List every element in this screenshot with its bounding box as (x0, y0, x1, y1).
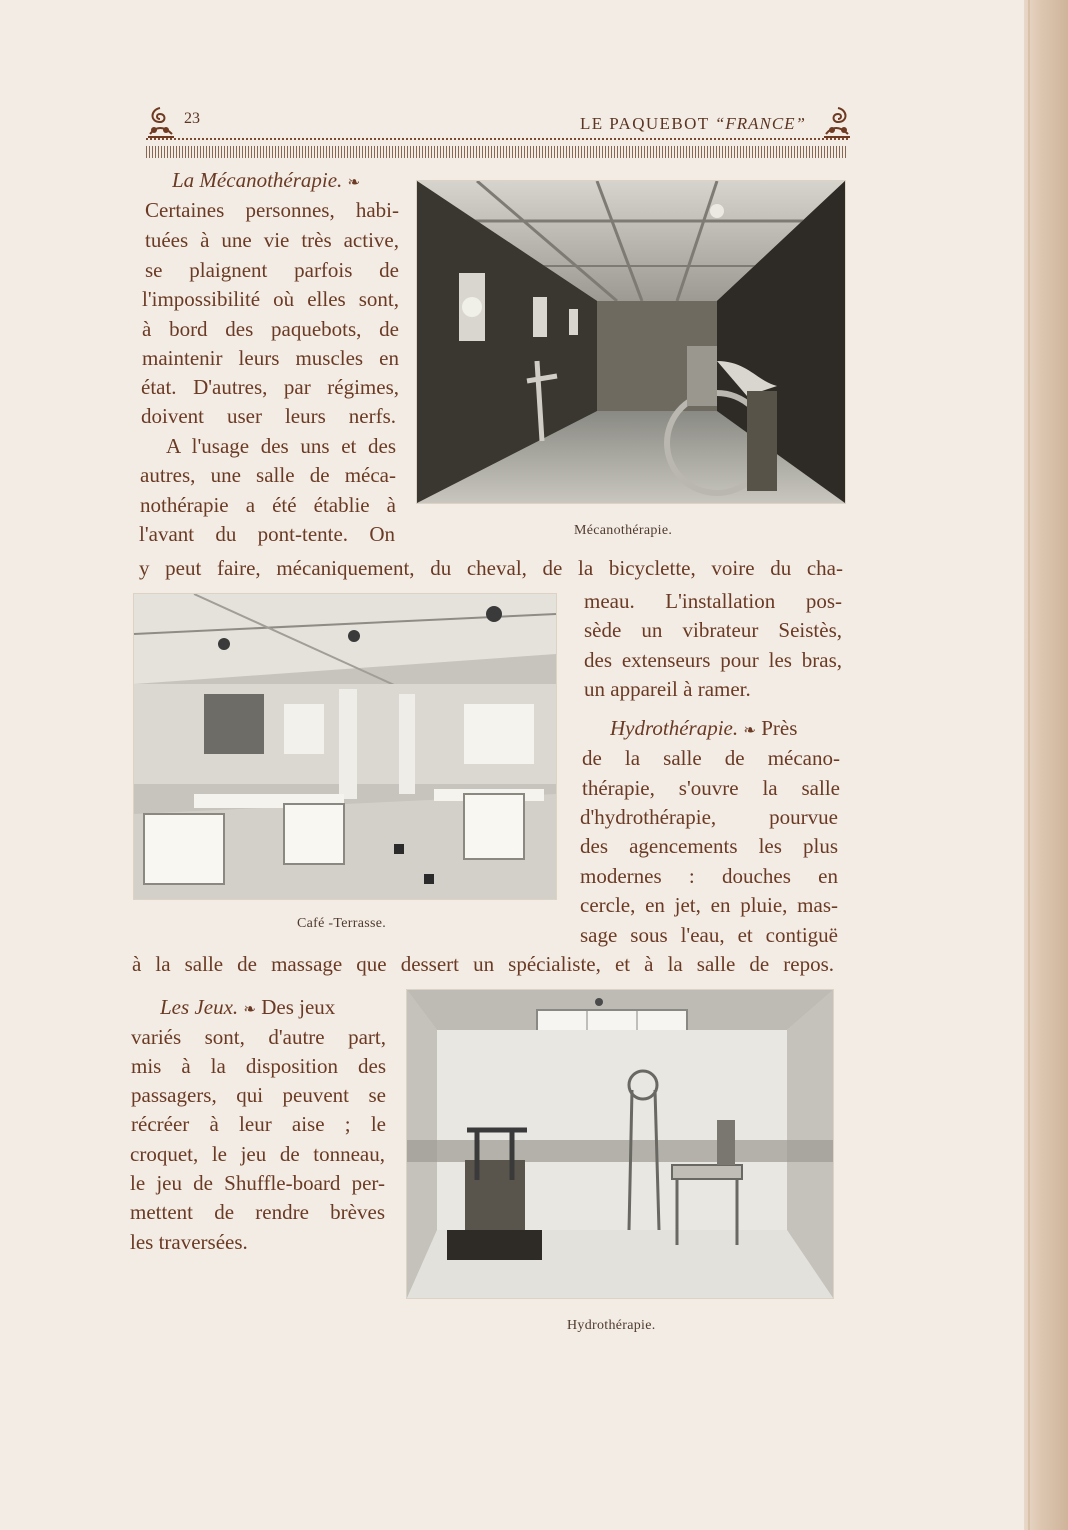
paragraph-line: maintenir leurs muscles en (142, 346, 399, 370)
fleuron-icon: ❧ (743, 723, 756, 739)
paragraph-line: cercle, en jet, en pluie, mas- (580, 893, 838, 917)
paragraph-line: à bord des paquebots, de (142, 317, 399, 341)
paragraph-line: variés sont, d'autre part, (131, 1025, 386, 1049)
caption-hydrotherapie: Hydrothérapie. (567, 1318, 656, 1333)
paragraph-line: mis à la disposition des (131, 1054, 386, 1078)
running-title (580, 114, 806, 134)
photo-hydrotherapie (407, 990, 833, 1298)
page-number: 23 (184, 110, 200, 127)
right-ornament-icon (822, 104, 852, 140)
paragraph-line: passagers, qui peuvent se (131, 1083, 386, 1107)
paragraph-line: un appareil à ramer. (584, 677, 751, 701)
header-dotted-rule (146, 138, 848, 142)
hydrotherapie-heading: Hydrothérapie. ❧ Près (610, 716, 798, 740)
hydrotherapy-room-illustration (407, 990, 833, 1298)
paragraph-line: meau. L'installation pos- (584, 589, 842, 613)
header-tick-rule (146, 146, 848, 158)
page-header (146, 104, 848, 134)
caption-mecanotherapie: Mécanothérapie. (574, 523, 673, 538)
fleuron-icon: ❧ (243, 1002, 256, 1018)
paragraph-line-full: à la salle de massage que dessert un spécialiste, et à la salle de repos. (132, 952, 834, 976)
photo-mecanotherapie (417, 181, 845, 503)
paragraph-line: A l'usage des uns et des (166, 434, 396, 458)
paragraph-line: croquet, le jeu de tonneau, (130, 1142, 385, 1166)
mecanotherapie-heading: La Mécanothérapie. ❧ (172, 168, 361, 192)
paragraph-line: sage sous l'eau, et contiguë (580, 923, 838, 947)
paragraph-line: état. D'autres, par régimes, (141, 375, 399, 399)
paragraph-line: les traversées. (130, 1230, 248, 1254)
paragraph-line: des extenseurs pour les bras, (584, 648, 842, 672)
paragraph-line: Certaines personnes, habi- (145, 198, 399, 222)
fleuron-icon: ❧ (347, 175, 361, 191)
paragraph-line: se plaignent parfois de (145, 258, 399, 282)
left-ornament-icon (146, 104, 176, 140)
paragraph-line: l'avant du pont-tente. On (139, 522, 395, 546)
paragraph-line: l'impossibilité où elles sont, (142, 287, 399, 311)
gym-room-illustration (417, 181, 845, 503)
paragraph-line: tuées à une vie très active, (145, 228, 399, 252)
paragraph-line: doivent user leurs nerfs. (141, 404, 396, 428)
paragraph-line: autres, une salle de méca- (140, 463, 396, 487)
paragraph-line: modernes : douches en (580, 864, 838, 888)
paragraph-line: sède un vibrateur Seistès, (584, 618, 842, 642)
cafe-terrasse-illustration (134, 594, 556, 899)
paragraph-line: récréer à leur aise ; le (131, 1112, 386, 1136)
running-title-ship-name: “FRANCE” (714, 114, 806, 133)
paragraph-line-full: y peut faire, mécaniquement, du cheval, de la bicyclette, voire du cha- (139, 556, 843, 580)
paragraph-line: le jeu de Shuffle-board per- (130, 1171, 385, 1195)
page-edge (1024, 0, 1068, 1530)
caption-cafe-terrasse: Café -Terrasse. (297, 916, 387, 931)
photo-cafe-terrasse (134, 594, 556, 899)
paragraph-line: mettent de rendre brèves (130, 1200, 385, 1224)
paragraph-line: nothérapie a été établie à (140, 493, 396, 517)
paragraph-line: de la salle de mécano- (582, 746, 840, 770)
les-jeux-heading: Les Jeux. ❧ Des jeux (160, 995, 336, 1019)
running-title-prefix: LE PAQUEBOT (580, 114, 715, 133)
paragraph-line: d'hydrothérapie, pourvue (580, 805, 838, 829)
paragraph-line: des agencements les plus (580, 834, 838, 858)
paragraph-line: thérapie, s'ouvre la salle (582, 776, 840, 800)
